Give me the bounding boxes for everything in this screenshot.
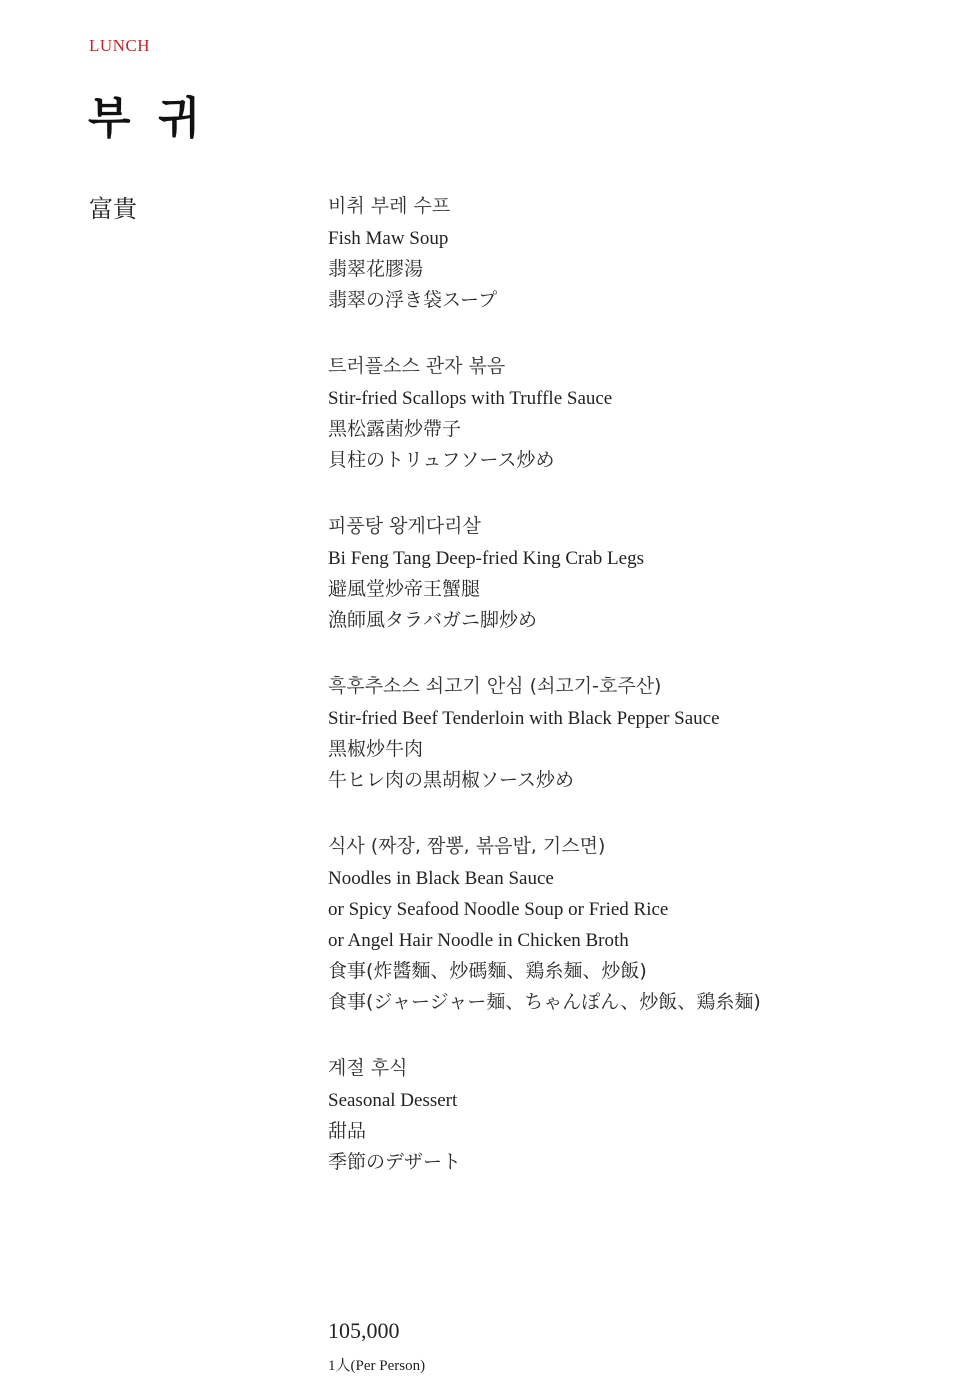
menu-price: 105,000 — [328, 1318, 400, 1343]
course-name-chinese: 黑椒炒牛肉 — [328, 738, 424, 760]
course-name-japanese: 季節のデザート — [328, 1151, 462, 1173]
course-name-chinese: 黑松露菌炒帶子 — [328, 418, 462, 440]
course-name-korean: 식사 (짜장, 짬뽕, 볶음밥, 기스면) — [328, 835, 606, 857]
course-name-japanese: 食事(ジャージャー麺、ちゃんぽん、炒飯、鶏糸麺) — [328, 991, 761, 1013]
course-name-english: or Spicy Seafood Noodle Soup or Fried Rice — [328, 899, 669, 920]
course-name-chinese: 食事(炸醬麵、炒碼麵、鶏糸麺、炒飯) — [328, 960, 647, 982]
course-list — [328, 190, 928, 1212]
course-name-english: Seasonal Dessert — [328, 1090, 458, 1111]
course-name-japanese: 牛ヒレ肉の黒胡椒ソース炒め — [328, 769, 575, 791]
course-name-english: Noodles in Black Bean Sauce — [328, 868, 554, 889]
course-item — [328, 350, 928, 476]
course-name-english: Bi Feng Tang Deep-fried King Crab Legs — [328, 548, 644, 569]
course-item — [328, 670, 928, 796]
per-person-note: 1人(Per Person) — [328, 1358, 426, 1374]
course-item — [328, 830, 928, 1018]
course-name-chinese: 甜品 — [328, 1120, 367, 1142]
course-name-korean: 계절 후식 — [328, 1057, 408, 1079]
course-name-chinese: 避風堂炒帝王蟹腿 — [328, 578, 481, 600]
course-name-korean: 트러플소스 관자 볶음 — [328, 355, 506, 377]
course-item — [328, 510, 928, 636]
set-menu-subtitle: 富貴 — [89, 195, 137, 223]
course-name-korean: 피풍탕 왕게다리살 — [328, 515, 481, 537]
course-name-english: Stir-fried Beef Tenderloin with Black Pepper Sauce — [328, 708, 720, 729]
menu-category-label: LUNCH — [89, 36, 151, 55]
course-item — [328, 1052, 928, 1178]
course-name-japanese: 翡翠の浮き袋スープ — [328, 289, 498, 311]
set-menu-title: 부 귀 — [88, 93, 207, 144]
course-name-korean: 비취 부레 수프 — [328, 195, 451, 217]
course-name-chinese: 翡翠花膠湯 — [328, 258, 424, 280]
course-name-english: or Angel Hair Noodle in Chicken Broth — [328, 930, 629, 951]
course-name-japanese: 貝柱のトリュフソース炒め — [328, 449, 555, 471]
course-name-korean: 흑후추소스 쇠고기 안심 (쇠고기-호주산) — [328, 675, 662, 697]
course-name-english: Fish Maw Soup — [328, 228, 449, 249]
course-item — [328, 190, 928, 316]
course-name-english: Stir-fried Scallops with Truffle Sauce — [328, 388, 613, 409]
course-name-japanese: 漁師風タラバガニ脚炒め — [328, 609, 538, 631]
